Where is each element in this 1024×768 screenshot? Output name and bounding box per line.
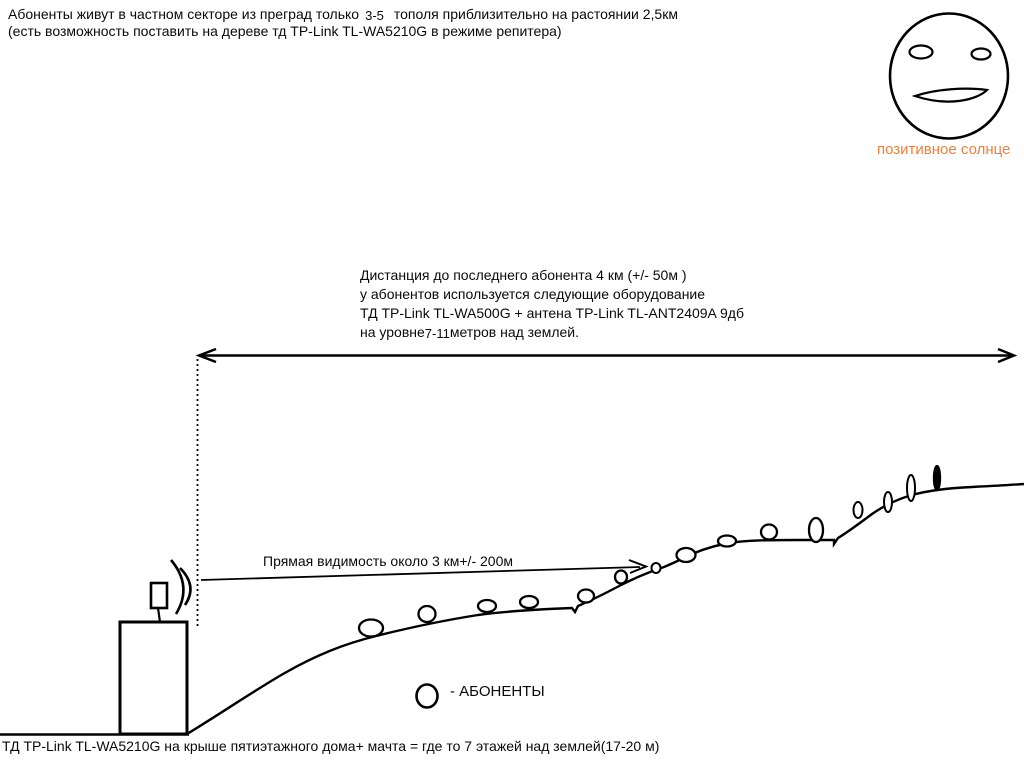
- tree-marker: [884, 492, 892, 512]
- sun-left-eye: [910, 46, 933, 59]
- top-note-line2: (есть возможность поставить на дереве тд TP-Link TL-WA5210G в режиме репитера): [8, 23, 562, 39]
- legend-subscriber-icon: [417, 685, 438, 708]
- distance-note-line1: Дистанция до последнего абонента 4 км (+/- 50м ): [360, 267, 687, 283]
- tree-marker-filled: [934, 466, 940, 490]
- smiley-face-icon: [890, 14, 1008, 139]
- building-rect: [120, 622, 187, 734]
- antenna-box: [151, 583, 167, 608]
- distance-note-inserted-number: 7-11: [424, 326, 450, 341]
- subscriber-marker: [677, 548, 696, 562]
- subscriber-marker-at-arrow: [652, 563, 661, 573]
- tree-marker: [854, 502, 863, 518]
- subscriber-marker: [615, 571, 627, 584]
- distance-note-line4-a: на уровне: [360, 324, 425, 340]
- distance-note-line3: ТД TP-Link TL-WA500G + антена TP-Link TL-ANT2409A 9дб: [360, 305, 744, 321]
- subscriber-marker: [419, 606, 436, 622]
- distance-note-line4-b: метров над землей.: [449, 324, 580, 340]
- sun-right-eye: [972, 49, 991, 60]
- distance-note-line4: [360, 323, 744, 342]
- subscriber-marker: [520, 596, 538, 608]
- antenna-mast: [158, 608, 160, 622]
- subscriber-marker: [578, 590, 594, 603]
- subscriber-marker: [718, 536, 736, 547]
- sun-smile-mouth: [915, 89, 987, 102]
- distance-note: [360, 266, 744, 342]
- distance-note-line2: у абонентов используется следующие оборудование: [360, 286, 706, 302]
- top-note-line1-tail: тополя приблизительно на растоянии 2,5км: [393, 6, 678, 22]
- top-note-line1: [8, 6, 678, 23]
- terrain-slope-line: [187, 484, 1024, 734]
- subscriber-markers: [359, 466, 940, 637]
- tree-marker: [809, 518, 823, 542]
- subscriber-marker: [761, 525, 777, 540]
- line-of-sight-label: Прямая видимость около 3 км+/- 200м: [263, 553, 513, 569]
- legend-label: - АБОНЕНТЫ: [450, 683, 545, 700]
- subscriber-marker: [478, 600, 496, 612]
- wifi-signal-icon: [171, 560, 190, 614]
- access-point-building: [120, 583, 187, 734]
- sun-label: позитивное солнце: [877, 141, 1011, 158]
- bottom-note: ТД TP-Link TL-WA5210G на крыше пятиэтажного дома+ мачта = где то 7 этажей над землей(17-20 м): [2, 738, 660, 754]
- tree-marker: [907, 475, 915, 501]
- top-note-inserted-number: 3-5: [365, 8, 384, 23]
- distance-arrow: [199, 349, 1014, 362]
- top-note-line1-text: Абоненты живут в частном секторе из преград только: [8, 6, 360, 22]
- subscriber-marker: [359, 620, 383, 637]
- sun-face-outline: [890, 14, 1008, 139]
